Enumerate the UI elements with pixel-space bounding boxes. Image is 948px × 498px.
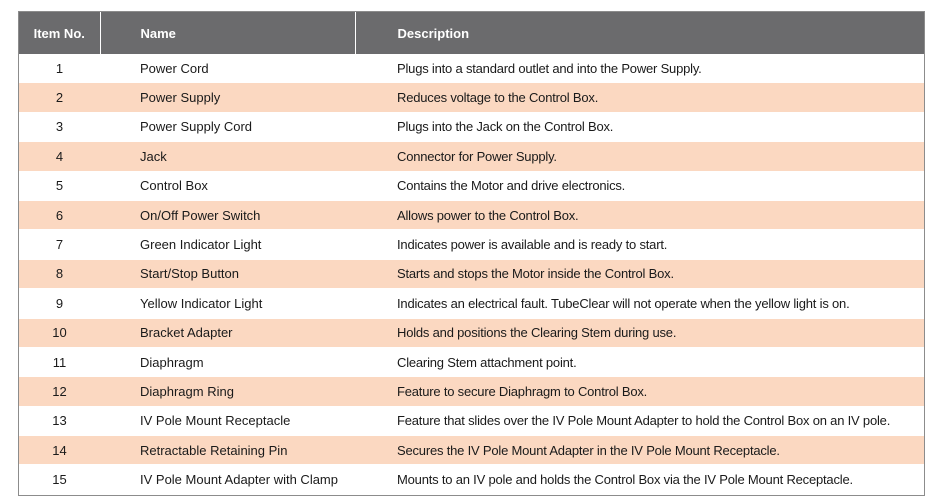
item-number-cell: 14 — [19, 436, 100, 465]
table-row — [19, 200, 924, 229]
item-name-cell: Control Box — [100, 171, 355, 200]
item-description-cell: Allows power to the Control Box. — [355, 200, 924, 229]
item-number-cell: 7 — [19, 230, 100, 259]
header-description: Description — [355, 12, 924, 54]
item-name-cell: IV Pole Mount Adapter with Clamp — [100, 465, 355, 494]
table-row — [19, 83, 924, 112]
item-name-cell: Power Cord — [100, 54, 355, 83]
item-description-cell: Contains the Motor and drive electronics. — [355, 171, 924, 200]
item-number-cell: 1 — [19, 54, 100, 83]
item-description-cell: Holds and positions the Clearing Stem during use. — [355, 318, 924, 347]
table-row — [19, 318, 924, 347]
table-row — [19, 142, 924, 171]
parts-table — [19, 12, 924, 495]
item-description-cell: Secures the IV Pole Mount Adapter in the IV Pole Mount Receptacle. — [355, 436, 924, 465]
header-name: Name — [100, 12, 355, 54]
item-description-cell: Feature to secure Diaphragm to Control Box. — [355, 377, 924, 406]
item-name-cell: On/Off Power Switch — [100, 200, 355, 229]
parts-table-container — [18, 11, 925, 496]
item-number-cell: 5 — [19, 171, 100, 200]
item-number-cell: 10 — [19, 318, 100, 347]
item-description-cell: Clearing Stem attachment point. — [355, 347, 924, 376]
item-name-cell: Green Indicator Light — [100, 230, 355, 259]
table-row — [19, 289, 924, 318]
item-description-cell: Indicates power is available and is ready to start. — [355, 230, 924, 259]
item-number-cell: 2 — [19, 83, 100, 112]
table-row — [19, 171, 924, 200]
item-name-cell: Start/Stop Button — [100, 259, 355, 288]
item-number-cell: 13 — [19, 406, 100, 435]
header-row — [19, 12, 924, 54]
item-name-cell: Retractable Retaining Pin — [100, 436, 355, 465]
table-row — [19, 465, 924, 494]
item-number-cell: 6 — [19, 200, 100, 229]
item-description-cell: Plugs into the Jack on the Control Box. — [355, 112, 924, 141]
item-name-cell: Diaphragm — [100, 347, 355, 376]
item-number-cell: 11 — [19, 347, 100, 376]
table-row — [19, 406, 924, 435]
item-name-cell: Power Supply — [100, 83, 355, 112]
table-body — [19, 54, 924, 494]
item-number-cell: 12 — [19, 377, 100, 406]
table-row — [19, 259, 924, 288]
item-name-cell: Jack — [100, 142, 355, 171]
table-row — [19, 436, 924, 465]
item-name-cell: Yellow Indicator Light — [100, 289, 355, 318]
table-row — [19, 347, 924, 376]
table-header — [19, 12, 924, 54]
item-description-cell: Mounts to an IV pole and holds the Control Box via the IV Pole Mount Receptacle. — [355, 465, 924, 494]
item-number-cell: 3 — [19, 112, 100, 141]
item-number-cell: 8 — [19, 259, 100, 288]
item-name-cell: Bracket Adapter — [100, 318, 355, 347]
item-description-cell: Reduces voltage to the Control Box. — [355, 83, 924, 112]
table-row — [19, 112, 924, 141]
item-name-cell: Power Supply Cord — [100, 112, 355, 141]
item-number-cell: 15 — [19, 465, 100, 494]
item-name-cell: IV Pole Mount Receptacle — [100, 406, 355, 435]
item-description-cell: Plugs into a standard outlet and into the Power Supply. — [355, 54, 924, 83]
table-row — [19, 230, 924, 259]
table-row — [19, 377, 924, 406]
item-description-cell: Connector for Power Supply. — [355, 142, 924, 171]
table-row — [19, 54, 924, 83]
item-number-cell: 4 — [19, 142, 100, 171]
item-name-cell: Diaphragm Ring — [100, 377, 355, 406]
item-description-cell: Starts and stops the Motor inside the Control Box. — [355, 259, 924, 288]
item-description-cell: Indicates an electrical fault. TubeClear will not operate when the yellow light is on. — [355, 289, 924, 318]
item-description-cell: Feature that slides over the IV Pole Mount Adapter to hold the Control Box on an IV pole. — [355, 406, 924, 435]
item-number-cell: 9 — [19, 289, 100, 318]
header-item-no: Item No. — [19, 12, 100, 54]
